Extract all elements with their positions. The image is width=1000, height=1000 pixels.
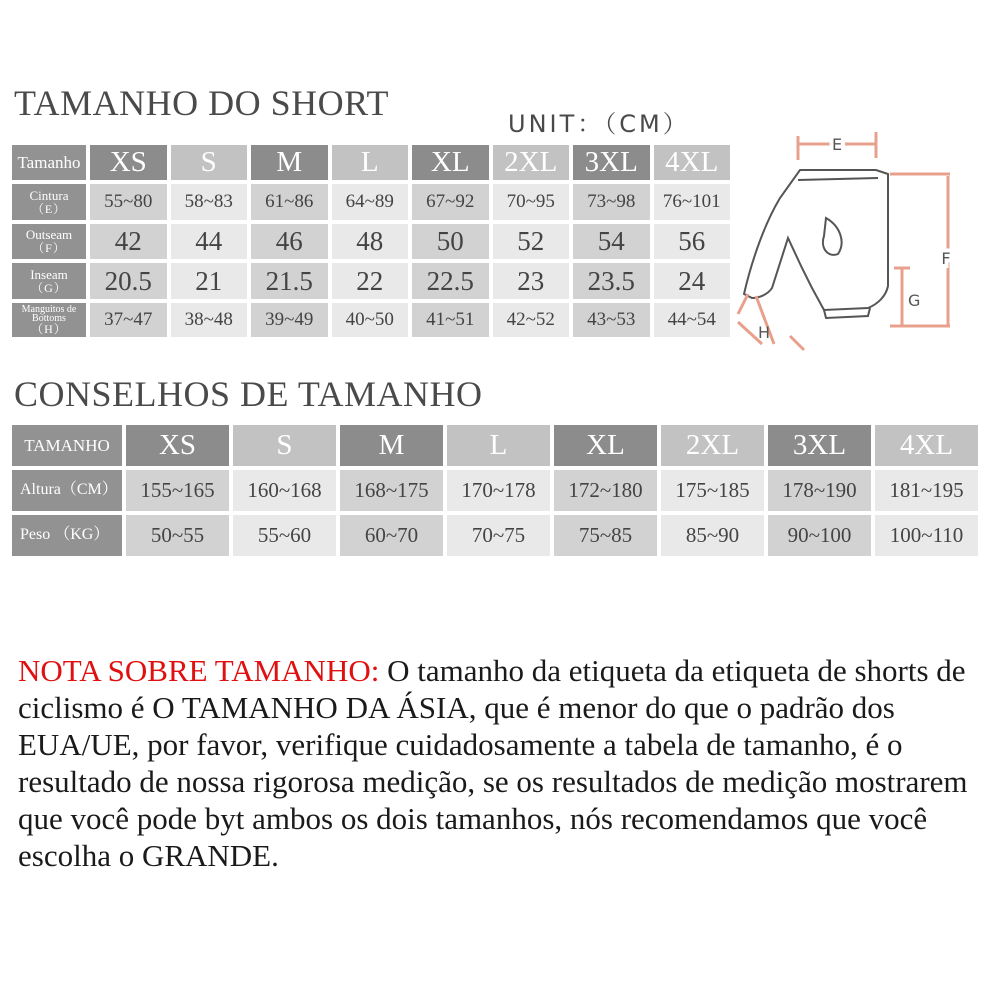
advice-header-xs: XS — [126, 425, 229, 466]
row-label-inseam — [12, 263, 86, 299]
advice-header-label: TAMANHO — [12, 425, 122, 466]
table-cell: 41~51 — [412, 303, 489, 337]
size-header-l: L — [332, 145, 409, 180]
table-cell: 76~101 — [654, 184, 731, 220]
table-cell: 178~190 — [768, 470, 871, 511]
table-cell: 20.5 — [90, 263, 167, 299]
label-e: E — [831, 135, 843, 154]
table-cell: 48 — [332, 224, 409, 259]
table-cell: 38~48 — [171, 303, 248, 337]
short-size-title: TAMANHO DO SHORT — [14, 83, 389, 123]
table-cell: 155~165 — [126, 470, 229, 511]
note-body: O tamanho da etiqueta da etiqueta de shorts de ciclismo é O TAMANHO DA ÁSIA, que é menor do que o padrão dos EUA/UE, por favor, verifique cuidadosamente a tabela de tamanho, é o resultado de nossa rigorosa medição, se os resultados de medição mostrarem que você pode byt ambos os dois tamanhos, nós recomendamos que você escolha o GRANDE. — [18, 653, 968, 873]
advice-header-xl: XL — [554, 425, 657, 466]
table-cell: 75~85 — [554, 515, 657, 556]
advice-header-l: L — [447, 425, 550, 466]
size-header-xs: XS — [90, 145, 167, 180]
table-cell: 44~54 — [654, 303, 731, 337]
table-cell: 46 — [251, 224, 328, 259]
table-cell: 85~90 — [661, 515, 764, 556]
table-cell: 23 — [493, 263, 570, 299]
shorts-measurement-diagram — [728, 118, 978, 353]
row-label-peso: Peso （KG） — [12, 515, 122, 556]
table-cell: 22.5 — [412, 263, 489, 299]
size-advice-table — [12, 425, 990, 556]
table-cell: 73~98 — [573, 184, 650, 220]
row-label-code: （G） — [31, 280, 67, 295]
table-cell: 22 — [332, 263, 409, 299]
size-header-4xl: 4XL — [654, 145, 731, 180]
size-header-label: Tamanho — [12, 145, 86, 180]
size-header-s: S — [171, 145, 248, 180]
table-cell: 42 — [90, 224, 167, 259]
table-cell: 100~110 — [875, 515, 978, 556]
row-label-outseam — [12, 224, 86, 259]
table-cell: 43~53 — [573, 303, 650, 337]
size-advice-title: CONSELHOS DE TAMANHO — [14, 374, 483, 414]
table-cell: 67~92 — [412, 184, 489, 220]
table-cell: 39~49 — [251, 303, 328, 337]
table-cell: 50 — [412, 224, 489, 259]
table-cell: 70~95 — [493, 184, 570, 220]
table-cell: 60~70 — [340, 515, 443, 556]
table-cell: 55~80 — [90, 184, 167, 220]
size-header-m: M — [251, 145, 328, 180]
table-cell: 40~50 — [332, 303, 409, 337]
table-cell: 55~60 — [233, 515, 336, 556]
table-cell: 61~86 — [251, 184, 328, 220]
table-cell: 170~178 — [447, 470, 550, 511]
table-cell: 50~55 — [126, 515, 229, 556]
row-label-text: Manguitos de Bottoms — [21, 303, 77, 325]
row-label-cintura — [12, 184, 86, 220]
table-cell: 56 — [654, 224, 731, 259]
table-cell: 172~180 — [554, 470, 657, 511]
table-cell: 160~168 — [233, 470, 336, 511]
label-g: G — [908, 291, 921, 310]
size-note — [18, 652, 983, 874]
label-h: H — [758, 323, 771, 342]
table-cell: 21.5 — [251, 263, 328, 299]
row-label-code: （F） — [32, 241, 66, 256]
h-measure-arrow — [738, 294, 804, 350]
table-cell: 90~100 — [768, 515, 871, 556]
table-cell: 70~75 — [447, 515, 550, 556]
advice-header-s: S — [233, 425, 336, 466]
table-cell: 181~195 — [875, 470, 978, 511]
row-label-text: Inseam — [30, 266, 68, 282]
row-label-altura: Altura（CM） — [12, 470, 122, 511]
table-cell: 24 — [654, 263, 731, 299]
note-heading: NOTA SOBRE TAMANHO: — [18, 653, 380, 688]
advice-header-m: M — [340, 425, 443, 466]
short-size-table — [12, 145, 721, 337]
advice-header-4xl: 4XL — [875, 425, 978, 466]
table-cell: 23.5 — [573, 263, 650, 299]
table-cell: 175~185 — [661, 470, 764, 511]
table-cell: 42~52 — [493, 303, 570, 337]
label-f: F — [941, 249, 951, 268]
row-label-code: （E） — [31, 201, 67, 216]
table-cell: 21 — [171, 263, 248, 299]
size-header-2xl: 2XL — [493, 145, 570, 180]
table-cell: 58~83 — [171, 184, 248, 220]
row-label-text: Outseam — [25, 227, 73, 243]
row-label-text: Cintura — [29, 187, 69, 203]
size-header-xl: XL — [412, 145, 489, 180]
row-label-manguitos — [12, 303, 86, 337]
table-cell: 64~89 — [332, 184, 409, 220]
advice-header-3xl: 3XL — [768, 425, 871, 466]
unit-label: UNIT：（CM） — [508, 110, 690, 138]
advice-header-2xl: 2XL — [661, 425, 764, 466]
table-cell: 54 — [573, 224, 650, 259]
table-cell: 44 — [171, 224, 248, 259]
row-label-code: （H） — [31, 321, 67, 336]
shorts-outline — [744, 170, 888, 318]
table-cell: 168~175 — [340, 470, 443, 511]
table-cell: 37~47 — [90, 303, 167, 337]
size-header-3xl: 3XL — [573, 145, 650, 180]
table-cell: 52 — [493, 224, 570, 259]
